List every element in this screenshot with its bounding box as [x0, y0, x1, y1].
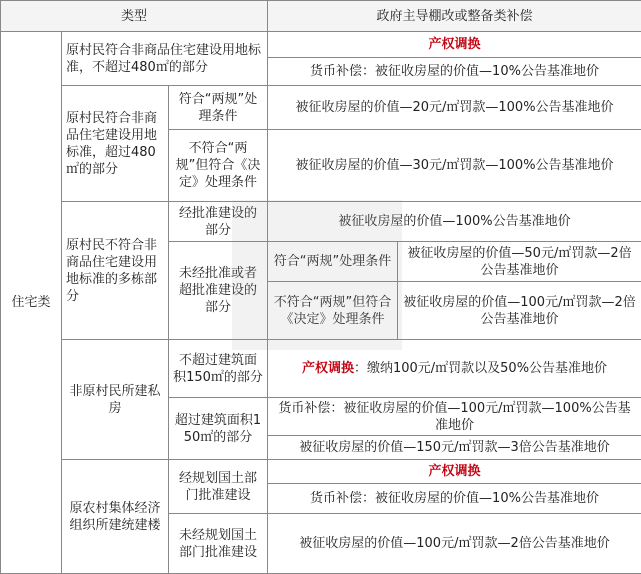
table-row	[1, 32, 641, 58]
s3-label: 原村民不符合非商品住宅建设用地标准的多栋部分	[62, 202, 169, 340]
header-type: 类型	[1, 1, 268, 32]
s2-val-b: 被征收房屋的价值—30元/㎡罚款—100%公告基准地价	[268, 130, 641, 202]
s4-swap: 产权调换	[302, 361, 354, 376]
table-row	[1, 202, 641, 242]
s3-val-b2: 被征收房屋的价值—100元/㎡罚款—2倍公告基准地价	[398, 282, 641, 340]
s2-cond-b: 不符合“两规”但符合《决定》处理条件	[169, 130, 268, 202]
s5-label: 原农村集体经济组织所建统建楼	[62, 460, 169, 574]
s3-val-b1: 被征收房屋的价值—50元/㎡罚款—2倍公告基准地价	[398, 242, 641, 282]
s2-label: 原村民符合非商品住宅建设用地标准，超过480㎡的部分	[62, 86, 169, 202]
s3-cond-b: 未经批准或者超批准建设的部分	[169, 242, 268, 340]
s5-val-b: 被征收房屋的价值—100元/㎡罚款—2倍公告基准地价	[268, 514, 641, 574]
s3-sub2: 不符合“两规”但符合《决定》处理条件	[268, 282, 398, 340]
table-row	[1, 340, 641, 398]
s4-cond-b: 超过建筑面积150㎡的部分	[169, 398, 268, 460]
s1-label: 原村民符合非商品住宅建设用地标准，不超过480㎡的部分	[62, 32, 268, 86]
s3-val-a: 被征收房屋的价值—100%公告基准地价	[268, 202, 641, 242]
s2-val-a: 被征收房屋的价值—20元/㎡罚款—100%公告基准地价	[268, 86, 641, 130]
category-residential: 住宅类	[1, 32, 62, 574]
s5-swap: 产权调换	[268, 460, 641, 484]
s4-cond-a: 不超过建筑面积150㎡的部分	[169, 340, 268, 398]
s3-sub1: 符合“两规”处理条件	[268, 242, 398, 282]
s4-swap-rest: ：缴纳100元/㎡罚款以及50%公告基准地价	[354, 361, 607, 376]
s1-swap: 产权调换	[268, 32, 641, 58]
s1-cash: 货币补偿：被征收房屋的价值—10%公告基准地价	[268, 58, 641, 86]
s4-swap-cell	[268, 340, 641, 398]
header-row	[1, 1, 641, 32]
s5-cond-b: 未经规划国土部门批准建设	[169, 514, 268, 574]
s3-cond-a: 经批准建设的部分	[169, 202, 268, 242]
s4-val-b1: 货币补偿：被征收房屋的价值—100元/㎡罚款—100%公告基准地价	[268, 398, 641, 436]
s5-cond-a: 经规划国土部门批准建设	[169, 460, 268, 514]
header-compensation: 政府主导棚改或整备类补偿	[268, 1, 641, 32]
s4-label: 非原村民所建私房	[62, 340, 169, 460]
s2-cond-a: 符合“两规”处理条件	[169, 86, 268, 130]
table-row	[1, 460, 641, 484]
s4-val-b2: 被征收房屋的价值—150元/㎡罚款—3倍公告基准地价	[268, 436, 641, 460]
s5-cash: 货币补偿：被征收房屋的价值—10%公告基准地价	[268, 484, 641, 514]
table-row	[1, 86, 641, 130]
